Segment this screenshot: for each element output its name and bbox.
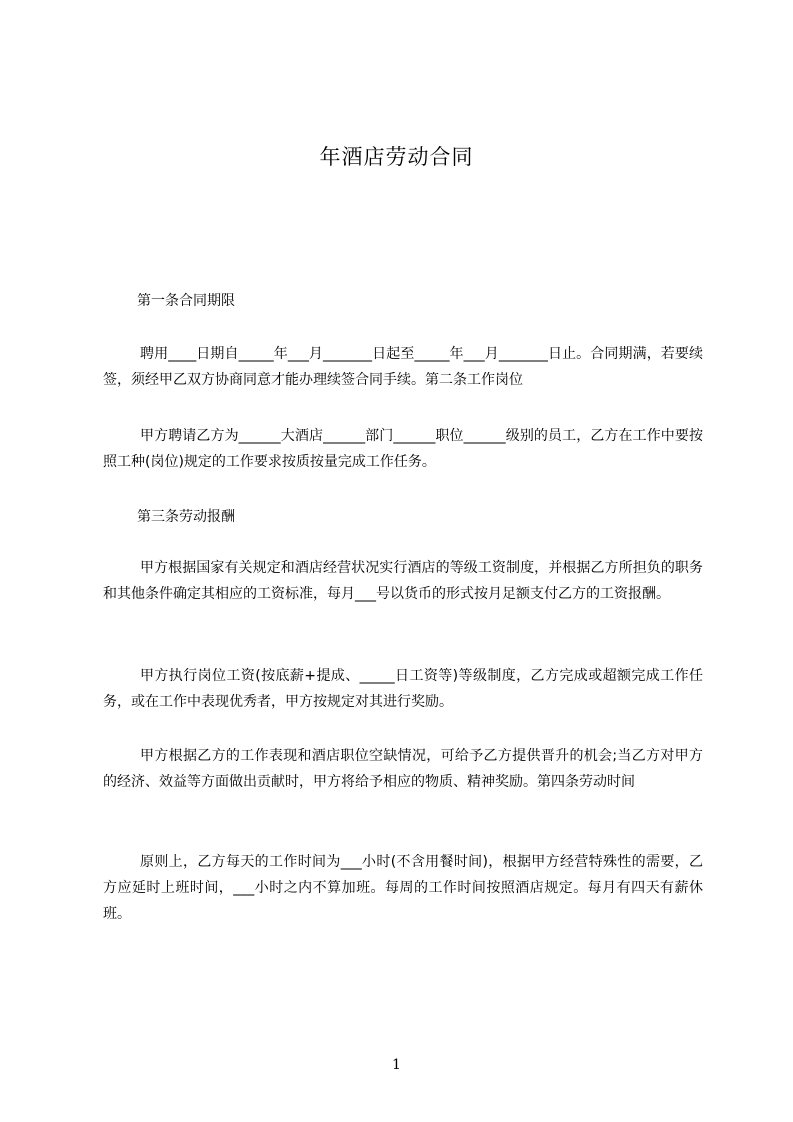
article-3-heading: 第三条劳动报酬 xyxy=(137,509,235,525)
paragraph-salary-grade: 甲方执行岗位工资(按底薪+提成、_____日工资等)等级制度，乙方完成或超额完成工作任务，或在工作中表现优秀者，甲方按规定对其进行奖励。 xyxy=(103,668,703,710)
paragraph-contract-term: 聘用____日期自_____年___月_______日起至_____年___月_______日止。合同期满，若要续签，须经甲乙双方协商同意才能办理续签合同手续。第二条工作岗位 xyxy=(103,346,703,388)
paragraph-job-position: 甲方聘请乙方为______大酒店______部门______职位______级别的员工，乙方在工作中要按照工种(岗位)规定的工作要求按质按量完成工作任务。 xyxy=(103,428,703,470)
paragraph-working-hours: 原则上，乙方每天的工作时间为___小时(不含用餐时间)，根据甲方经营特殊性的需要，乙方应延时上班时间，___小时之内不算加班。每周的工作时间按照酒店规定。每月有四天有薪休班。 xyxy=(103,854,703,922)
paragraph-promotion-rewards: 甲方根据乙方的工作表现和酒店职位空缺情况，可给予乙方提供晋升的机会;当乙方对甲方的经济、效益等方面做出贡献时，甲方将给予相应的物质、精神奖励。第四条劳动时间 xyxy=(103,748,703,790)
page-number: 1 xyxy=(392,1057,401,1073)
article-1-heading: 第一条合同期限 xyxy=(137,293,235,309)
document-title: 年酒店劳动合同 xyxy=(319,145,474,169)
paragraph-salary-system: 甲方根据国家有关规定和酒店经营状况实行酒店的等级工资制度，并根据乙方所担负的职务和其他条件确定其相应的工资标准，每月___号以货币的形式按月足额支付乙方的工资报酬。 xyxy=(103,560,703,602)
